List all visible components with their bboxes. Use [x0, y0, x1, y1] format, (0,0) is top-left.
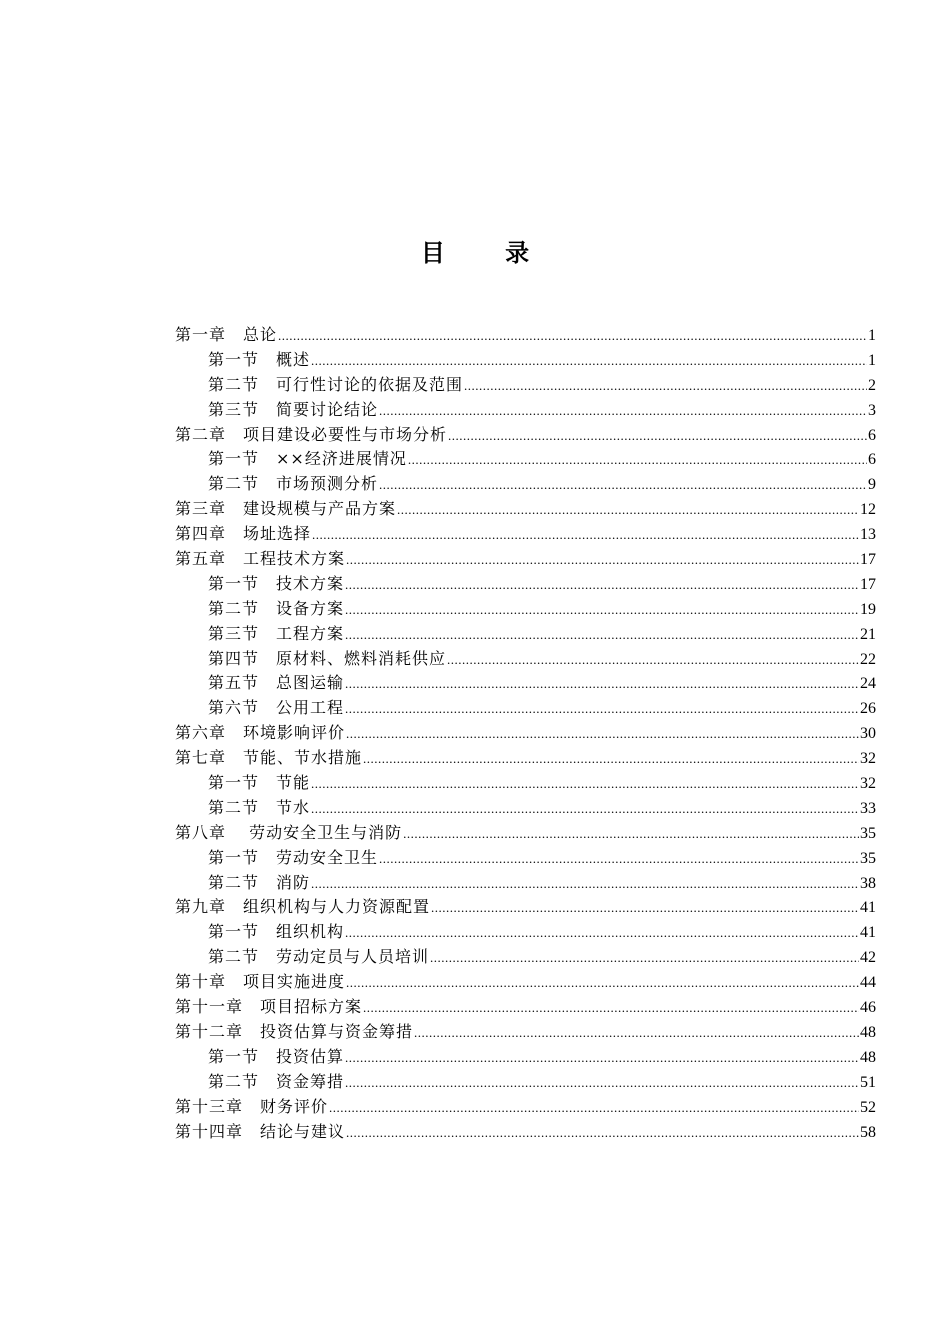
toc-section-entry[interactable] — [175, 622, 876, 647]
toc-section-entry[interactable] — [175, 572, 876, 597]
toc-chapter-entry[interactable] — [175, 522, 876, 547]
toc-entry-label: 第二节 设备方案 — [208, 598, 345, 618]
toc-section-entry[interactable] — [175, 771, 876, 796]
toc-page-number: 51 — [860, 1073, 876, 1091]
toc-entry-label: 第六章 环境影响评价 — [175, 723, 346, 743]
toc-dot-leader — [345, 1071, 859, 1096]
table-of-contents — [175, 323, 876, 1144]
toc-chapter-entry[interactable] — [175, 970, 876, 995]
toc-chapter-entry[interactable] — [175, 1020, 876, 1045]
toc-section-entry[interactable] — [175, 945, 876, 970]
toc-dot-leader — [345, 1046, 859, 1071]
toc-entry-label: 第十章 项目实施进度 — [175, 972, 346, 992]
toc-dot-leader — [448, 424, 867, 449]
toc-entry-label: 第一节 劳动安全卫生 — [208, 847, 379, 867]
toc-chapter-entry[interactable] — [175, 423, 876, 448]
toc-section-entry[interactable] — [175, 472, 876, 497]
toc-page-number: 1 — [868, 351, 876, 369]
toc-section-entry[interactable] — [175, 597, 876, 622]
toc-page-number: 46 — [860, 999, 876, 1017]
toc-entry-label: 第十二章 投资估算与资金筹措 — [175, 1021, 414, 1041]
toc-dot-leader — [464, 374, 867, 399]
toc-chapter-entry[interactable] — [175, 1095, 876, 1120]
toc-page-number: 52 — [860, 1098, 876, 1116]
toc-dot-leader — [363, 747, 859, 772]
toc-entry-label: 第二章 项目建设必要性与市场分析 — [175, 424, 448, 444]
toc-entry-label: 第四章 场址选择 — [175, 524, 312, 544]
toc-entry-label: 第四节 原材料、燃料消耗供应 — [208, 648, 447, 668]
toc-entry-label: 第二节 可行性讨论的依据及范围 — [208, 374, 464, 394]
toc-page-number: 38 — [860, 874, 876, 892]
toc-section-entry[interactable] — [175, 447, 876, 472]
toc-entry-label: 第一节 技术方案 — [208, 573, 345, 593]
toc-page-number: 35 — [860, 824, 876, 842]
toc-chapter-entry[interactable] — [175, 1120, 876, 1145]
toc-section-entry[interactable] — [175, 1070, 876, 1095]
toc-section-entry[interactable] — [175, 1045, 876, 1070]
toc-entry-label: 第二节 劳动定员与人员培训 — [208, 947, 430, 967]
toc-page-number: 24 — [860, 675, 876, 693]
toc-entry-label: 第十一章 项目招标方案 — [175, 997, 363, 1017]
toc-entry-label: 第九章 组织机构与人力资源配置 — [175, 897, 431, 917]
toc-dot-leader — [345, 921, 859, 946]
toc-entry-label: 第六节 公用工程 — [208, 698, 345, 718]
toc-section-entry[interactable] — [175, 696, 876, 721]
toc-section-entry[interactable] — [175, 348, 876, 373]
toc-chapter-entry[interactable] — [175, 746, 876, 771]
toc-page-number: 2 — [868, 376, 876, 394]
toc-dot-leader — [346, 971, 859, 996]
toc-dot-leader — [403, 822, 859, 847]
toc-page-number: 3 — [868, 401, 876, 419]
toc-dot-leader — [345, 697, 859, 722]
toc-page-number: 32 — [860, 750, 876, 768]
toc-entry-label: 第三节 简要讨论结论 — [208, 399, 379, 419]
toc-section-entry[interactable] — [175, 647, 876, 672]
toc-section-entry[interactable] — [175, 846, 876, 871]
toc-dot-leader — [346, 1121, 859, 1146]
toc-dot-leader — [345, 672, 859, 697]
toc-entry-label: 第二节 资金筹措 — [208, 1071, 345, 1091]
toc-chapter-entry[interactable] — [175, 895, 876, 920]
toc-page-number: 41 — [860, 899, 876, 917]
toc-dot-leader — [345, 573, 859, 598]
toc-entry-label: 第十三章 财务评价 — [175, 1096, 329, 1116]
toc-page-number: 58 — [860, 1123, 876, 1141]
toc-entry-label: 第一章 总论 — [175, 325, 278, 344]
toc-page-number: 6 — [868, 451, 876, 469]
toc-page-number: 12 — [860, 501, 876, 519]
toc-page-number: 35 — [860, 849, 876, 867]
toc-page-number: 6 — [868, 426, 876, 444]
toc-page-number: 42 — [860, 949, 876, 967]
toc-dot-leader — [311, 797, 859, 822]
toc-dot-leader — [379, 847, 859, 872]
toc-page-number: 30 — [860, 725, 876, 743]
toc-section-entry[interactable] — [175, 871, 876, 896]
toc-chapter-entry[interactable] — [175, 323, 876, 348]
toc-dot-leader — [329, 1096, 859, 1121]
toc-page-number: 33 — [860, 799, 876, 817]
toc-dot-leader — [312, 523, 859, 548]
toc-page-number: 22 — [860, 650, 876, 668]
toc-page-number: 41 — [860, 924, 876, 942]
toc-dot-leader — [408, 448, 867, 473]
toc-chapter-entry[interactable] — [175, 995, 876, 1020]
toc-page-number: 48 — [860, 1023, 876, 1041]
toc-dot-leader — [431, 896, 859, 921]
toc-entry-label: 第八章 劳动安全卫生与消防 — [175, 822, 403, 842]
page-title: 目 录 — [420, 238, 556, 267]
toc-page-number: 9 — [868, 476, 876, 494]
toc-page-number: 21 — [860, 625, 876, 643]
toc-entry-label: 第十四章 结论与建议 — [175, 1121, 346, 1141]
toc-chapter-entry[interactable] — [175, 721, 876, 746]
toc-entry-label: 第一节 投资估算 — [208, 1046, 345, 1066]
toc-dot-leader — [345, 623, 859, 648]
toc-dot-leader — [311, 872, 859, 897]
toc-dot-leader — [447, 648, 859, 673]
toc-dot-leader — [346, 548, 859, 573]
toc-page-number: 32 — [860, 775, 876, 793]
toc-dot-leader — [379, 473, 867, 498]
toc-dot-leader — [278, 324, 867, 349]
toc-section-entry[interactable] — [175, 398, 876, 423]
toc-entry-label: 第三章 建设规模与产品方案 — [175, 499, 397, 519]
toc-dot-leader — [346, 722, 859, 747]
toc-dot-leader — [379, 399, 867, 424]
toc-entry-label: 第五章 工程技术方案 — [175, 549, 346, 569]
toc-chapter-entry[interactable] — [175, 821, 876, 846]
toc-chapter-entry[interactable] — [175, 497, 876, 522]
toc-section-entry[interactable] — [175, 920, 876, 945]
toc-entry-label: 第二节 消防 — [208, 872, 311, 892]
toc-entry-label: 第三节 工程方案 — [208, 623, 345, 643]
toc-dot-leader — [363, 996, 859, 1021]
toc-section-entry[interactable] — [175, 796, 876, 821]
toc-page-number: 44 — [860, 974, 876, 992]
toc-dot-leader — [311, 772, 859, 797]
toc-dot-leader — [414, 1021, 859, 1046]
toc-section-entry[interactable] — [175, 671, 876, 696]
toc-dot-leader — [345, 598, 859, 623]
toc-entry-label: 第一节 概述 — [208, 349, 311, 369]
toc-entry-label: 第二节 市场预测分析 — [208, 474, 379, 494]
toc-dot-leader — [397, 498, 859, 523]
toc-entry-label: 第七章 节能、节水措施 — [175, 748, 363, 768]
toc-page-number: 1 — [868, 327, 876, 344]
toc-page-number: 17 — [860, 551, 876, 569]
toc-entry-label: 第一节 组织机构 — [208, 922, 345, 942]
toc-dot-leader — [311, 349, 867, 374]
toc-page-number: 26 — [860, 700, 876, 718]
toc-page-number: 17 — [860, 575, 876, 593]
toc-entry-label: 第一节 节能 — [208, 773, 311, 793]
toc-page-number: 19 — [860, 600, 876, 618]
toc-chapter-entry[interactable] — [175, 547, 876, 572]
toc-entry-label: 第二节 节水 — [208, 797, 311, 817]
toc-dot-leader — [430, 946, 859, 971]
toc-entry-label: 第五节 总图运输 — [208, 673, 345, 693]
toc-section-entry[interactable] — [175, 373, 876, 398]
toc-page-number: 48 — [860, 1048, 876, 1066]
toc-page-number: 13 — [860, 526, 876, 544]
toc-entry-label: 第一节 ××经济进展情况 — [208, 449, 407, 469]
